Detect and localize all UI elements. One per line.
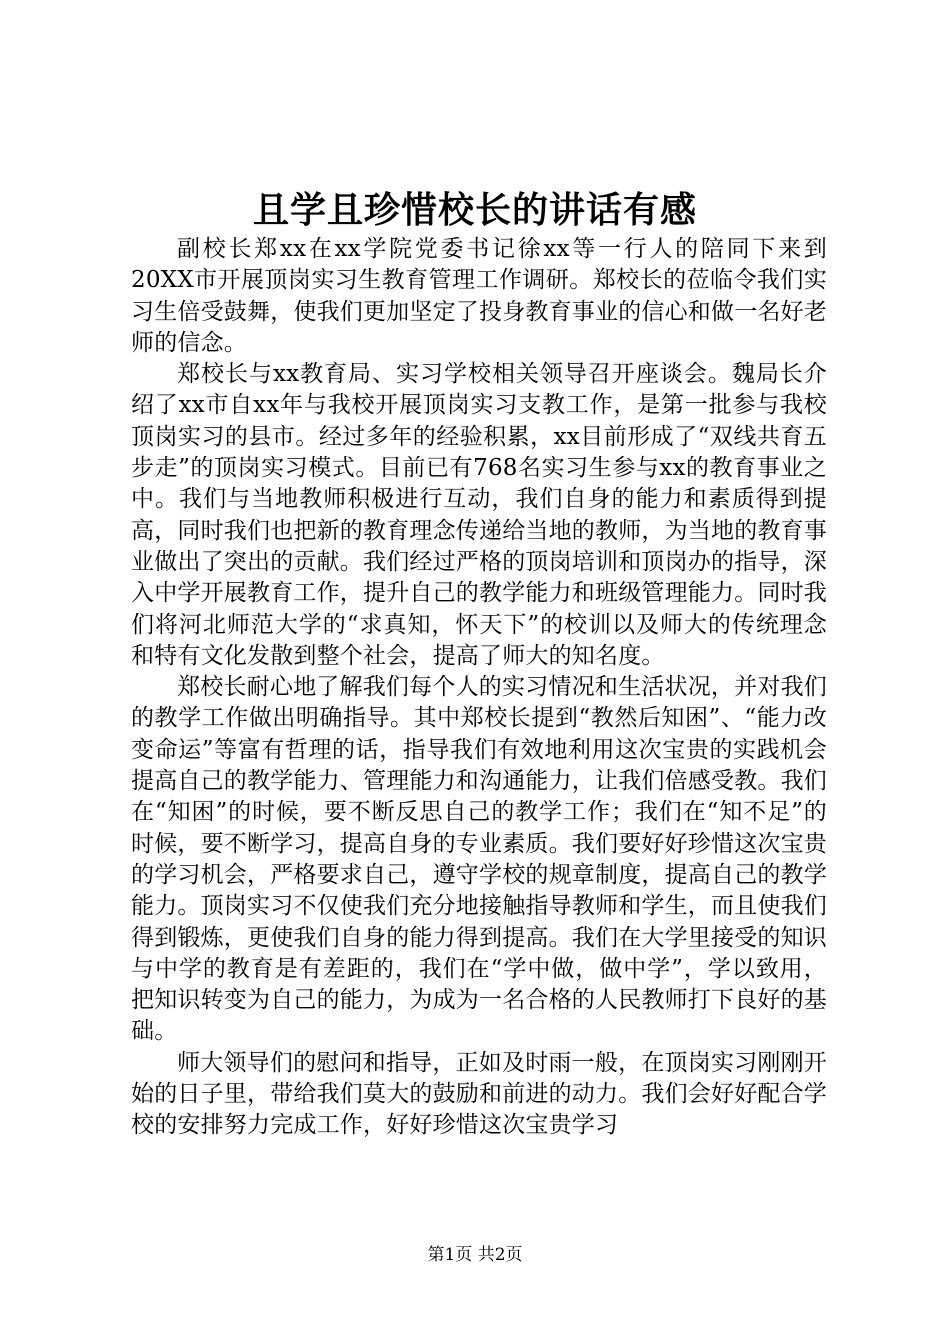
page-number-footer: 第1页 共2页 [427, 1245, 523, 1265]
document-body [131, 234, 827, 1142]
paragraph-4: 师大领导们的慰问和指导，正如及时雨一般，在顶岗实习刚刚开始的日子里，带给我们莫大的鼓励和前进的动力。我们会好好配合学校的安排努力完成工作，好好珍惜这次宝贵学习 [131, 1049, 827, 1139]
paragraph-2: 郑校长与xx教育局、实习学校相关领导召开座谈会。魏局长介绍了xx市自xx年与我校开展顶岗实习支教工作，是第一批参与我校顶岗实习的县市。经过多年的经验积累，xx目前形成了“双线共育五步走”的顶岗实习模式。目前已有768名实习生参与xx的教育事业之中。我们与当地教师积极进行互动，我们自身的能力和素质得到提高，同时我们也把新的教育理念传递给当地的教师，为当地的教育事业做出了突出的贡献。我们经过严格的顶岗培训和顶岗办的指导，深入中学开展教育工作，提升自己的教学能力和班级管理能力。同时我们将河北师范大学的“求真知，怀天下”的校训以及师大的传统理念和特有文化发散到整个社会，提高了师大的知名度。 [131, 361, 827, 669]
document-title: 且学且珍惜校长的讲话有感 [252, 189, 697, 231]
paragraph-1: 副校长郑xx在xx学院党委书记徐xx等一行人的陪同下来到20XX市开展顶岗实习生教育管理工作调研。郑校长的莅临令我们实习生倍受鼓舞，使我们更加坚定了投身教育事业的信心和做一名好老师的信念。 [131, 236, 827, 356]
paragraph-3: 郑校长耐心地了解我们每个人的实习情况和生活状况，并对我们的教学工作做出明确指导。其中郑校长提到“教然后知困”、“能力改变命运”等富有哲理的话，指导我们有效地利用这次宝贵的实践机会提高自己的教学能力、管理能力和沟通能力，让我们倍感受教。我们在“知困”的时候，要不断反思自己的教学工作；我们在“知不足”的时候，要不断学习，提高自身的专业素质。我们要好好珍惜这次宝贵的学习机会，严格要求自己，遵守学校的规章制度，提高自己的教学能力。顶岗实习不仅使我们充分地接触指导教师和学生，而且使我们得到锻炼，更使我们自身的能力得到提高。我们在大学里接受的知识与中学的教育是有差距的，我们在“学中做，做中学”，学以致用，把知识转变为自己的能力，为成为一名合格的人民教师打下良好的基础。 [131, 674, 827, 1045]
